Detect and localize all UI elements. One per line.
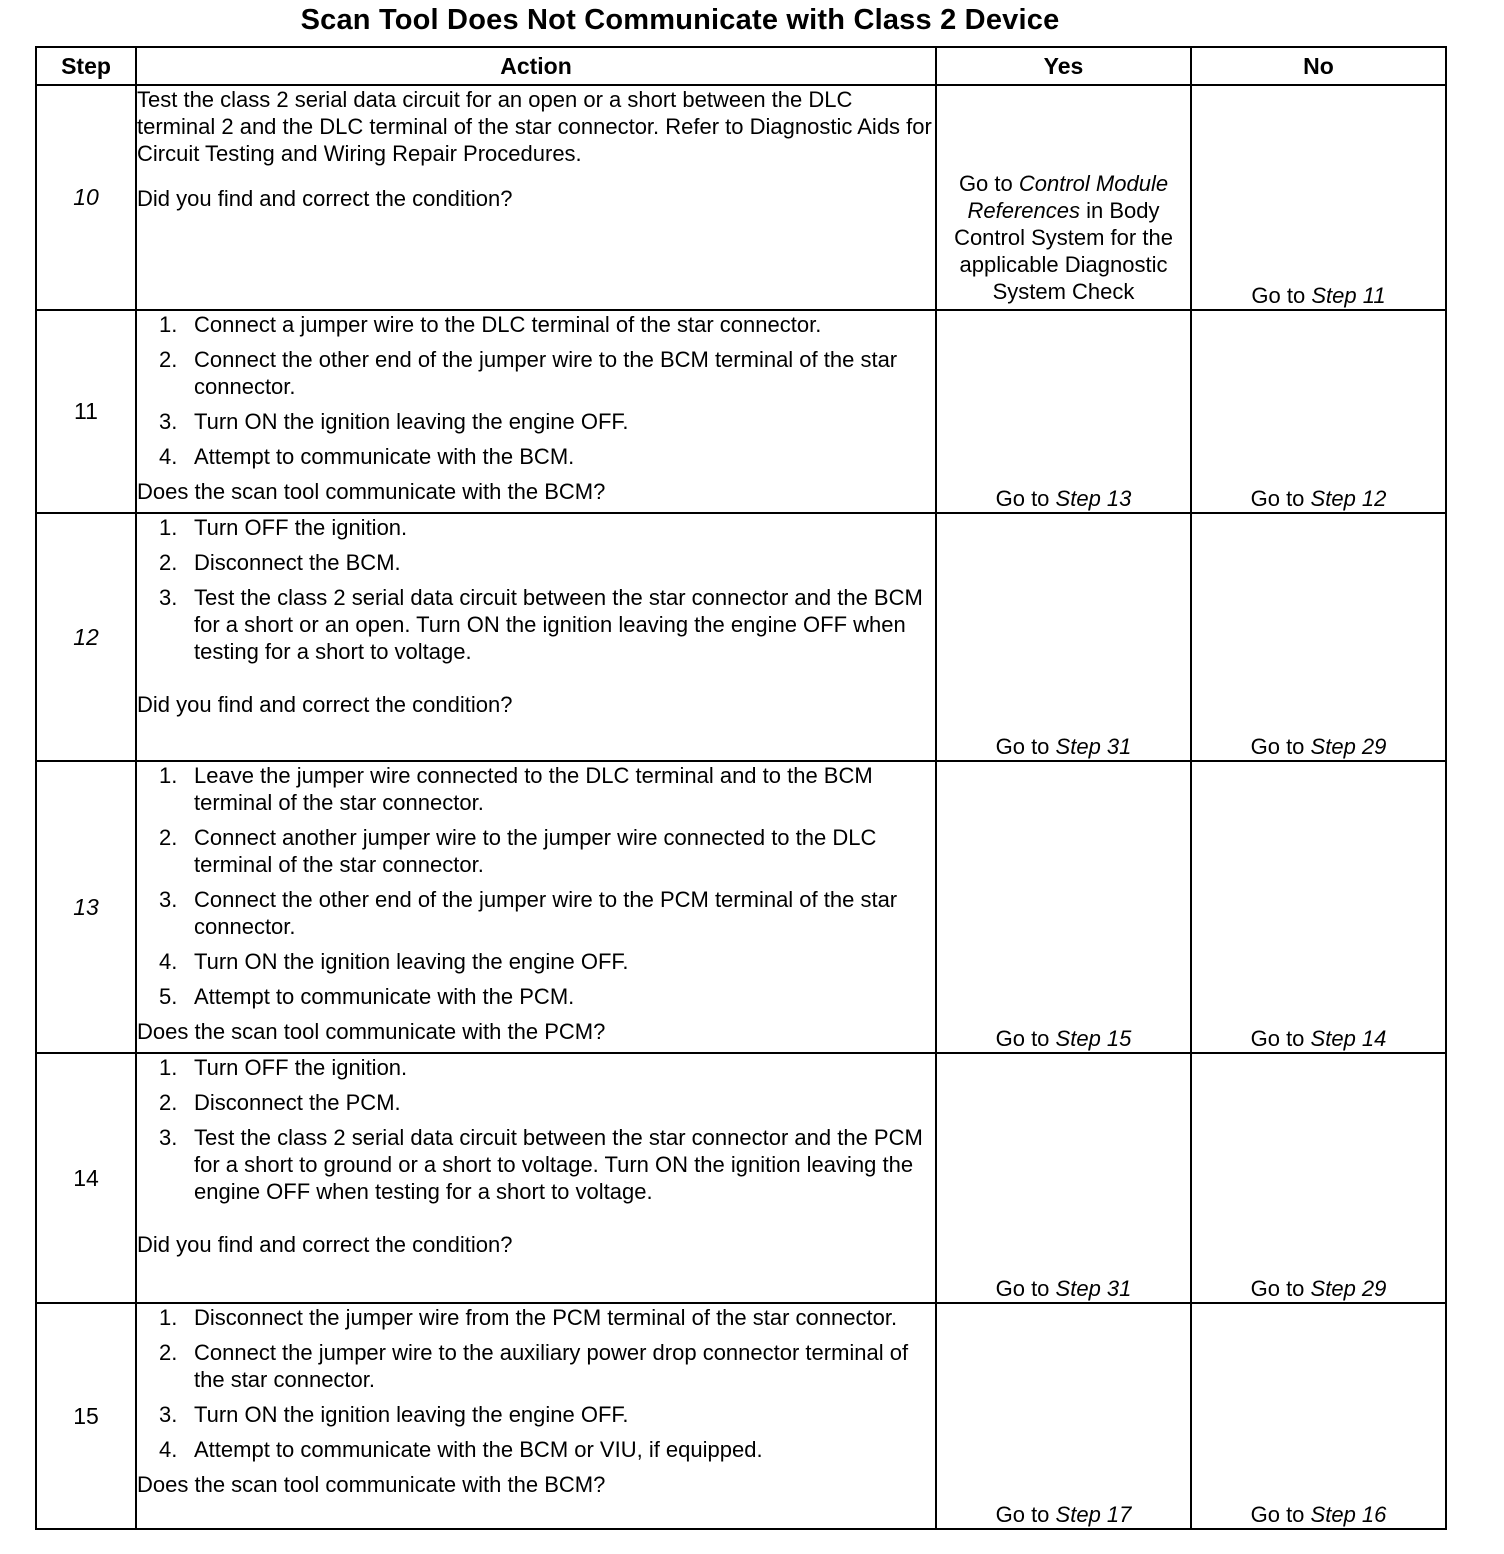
step-number: 11	[36, 310, 136, 513]
no-prefix: Go to	[1250, 1026, 1305, 1051]
yes-cell	[936, 310, 1191, 513]
no-reference[interactable]: Step 12	[1310, 486, 1387, 511]
no-reference[interactable]: Step 16	[1310, 1502, 1387, 1527]
yes-suffix: in Body Control System for the applicable Diagnostic System Check	[954, 198, 1173, 304]
diagnostic-table	[35, 46, 1447, 1530]
yes-prefix: Go to	[995, 1276, 1050, 1301]
list-item: 5. Attempt to communicate with the PCM.	[159, 984, 575, 1009]
list-item: 2. Connect another jumper wire to the jumper wire connected to the DLC terminal of the star connector.	[159, 825, 877, 877]
table-row	[36, 310, 1446, 513]
action-question: Does the scan tool communicate with the BCM?	[137, 1472, 606, 1497]
no-reference[interactable]: Step 29	[1310, 1276, 1387, 1301]
action-cell	[136, 1303, 936, 1529]
no-cell	[1191, 85, 1446, 310]
action-steps	[137, 311, 935, 470]
no-prefix: Go to	[1250, 486, 1305, 511]
list-item: 3. Test the class 2 serial data circuit between the star connector and the BCM for a short or an open. Turn ON the ignition leaving the engine OFF when testing for a short to voltage.	[159, 585, 923, 664]
action-steps	[137, 762, 935, 1010]
yes-cell	[936, 1053, 1191, 1303]
list-item: 4. Turn ON the ignition leaving the engine OFF.	[159, 949, 629, 974]
yes-reference[interactable]: Step 17	[1055, 1502, 1132, 1527]
header-no: No	[1191, 47, 1446, 85]
yes-prefix: Go to	[995, 486, 1050, 511]
action-cell	[136, 513, 936, 761]
action-cell	[136, 310, 936, 513]
list-item: 3. Connect the other end of the jumper wire to the PCM terminal of the star connector.	[159, 887, 898, 939]
header-step: Step	[36, 47, 136, 85]
list-item: 3. Turn ON the ignition leaving the engine OFF.	[159, 409, 629, 434]
action-cell	[136, 761, 936, 1053]
list-item: 3. Turn ON the ignition leaving the engine OFF.	[159, 1402, 629, 1427]
header-row	[36, 47, 1446, 85]
no-prefix: Go to	[1251, 283, 1306, 308]
action-question: Did you find and correct the condition?	[137, 186, 513, 211]
action-steps	[137, 1304, 935, 1463]
list-item: 4. Attempt to communicate with the BCM or VIU, if equipped.	[159, 1437, 763, 1462]
no-prefix: Go to	[1250, 1502, 1305, 1527]
action-steps	[137, 1054, 935, 1205]
yes-reference[interactable]: Step 31	[1055, 1276, 1132, 1301]
list-item: 1. Turn OFF the ignition.	[159, 515, 408, 540]
step-number: 10	[36, 85, 136, 310]
no-reference[interactable]: Step 14	[1310, 1026, 1387, 1051]
header-action: Action	[136, 47, 936, 85]
table-row	[36, 513, 1446, 761]
yes-cell	[936, 761, 1191, 1053]
no-cell	[1191, 1053, 1446, 1303]
list-item: 1. Disconnect the jumper wire from the PCM terminal of the star connector.	[159, 1305, 898, 1330]
yes-reference[interactable]: Control Module References	[967, 171, 1169, 223]
list-item: 2. Disconnect the BCM.	[159, 550, 401, 575]
list-item: 1. Connect a jumper wire to the DLC terminal of the star connector.	[159, 312, 822, 337]
yes-prefix: Go to	[958, 171, 1013, 196]
no-cell	[1191, 761, 1446, 1053]
table-row	[36, 761, 1446, 1053]
step-number: 15	[36, 1303, 136, 1529]
no-prefix: Go to	[1250, 1276, 1305, 1301]
action-cell	[136, 1053, 936, 1303]
list-item: 2. Connect the jumper wire to the auxiliary power drop connector terminal of the star connector.	[159, 1340, 909, 1392]
yes-cell	[936, 85, 1191, 310]
no-reference[interactable]: Step 11	[1311, 283, 1386, 308]
step-number: 14	[36, 1053, 136, 1303]
action-steps	[137, 514, 935, 665]
yes-reference[interactable]: Step 13	[1055, 486, 1132, 511]
yes-prefix: Go to	[995, 1026, 1050, 1051]
list-item: 3. Test the class 2 serial data circuit between the star connector and the PCM for a short to ground or a short to voltage. Turn ON the ignition leaving the engine OFF when testing for a short to voltage.	[159, 1125, 923, 1204]
yes-prefix: Go to	[995, 1502, 1050, 1527]
step-number: 13	[36, 761, 136, 1053]
action-question: Did you find and correct the condition?	[137, 1232, 513, 1257]
action-question: Does the scan tool communicate with the BCM?	[137, 479, 606, 504]
yes-cell	[936, 1303, 1191, 1529]
action-question: Did you find and correct the condition?	[137, 692, 513, 717]
no-cell	[1191, 1303, 1446, 1529]
yes-cell	[936, 513, 1191, 761]
no-reference[interactable]: Step 29	[1310, 734, 1387, 759]
table-row	[36, 85, 1446, 310]
list-item: 1. Turn OFF the ignition.	[159, 1055, 408, 1080]
action-question: Does the scan tool communicate with the PCM?	[137, 1019, 606, 1044]
yes-prefix: Go to	[995, 734, 1050, 759]
yes-reference[interactable]: Step 31	[1055, 734, 1132, 759]
no-cell	[1191, 310, 1446, 513]
no-cell	[1191, 513, 1446, 761]
list-item: 2. Connect the other end of the jumper wire to the BCM terminal of the star connector.	[159, 347, 898, 399]
action-intro: Test the class 2 serial data circuit for an open or a short between the DLC terminal 2 and the DLC terminal of the star connector. Refer to Diagnostic Aids for Circuit Testing and Wiring Repair Procedures.	[137, 87, 932, 166]
header-yes: Yes	[936, 47, 1191, 85]
list-item: 4. Attempt to communicate with the BCM.	[159, 444, 575, 469]
page-title: Scan Tool Does Not Communicate with Class 2 Device	[300, 4, 1060, 36]
list-item: 1. Leave the jumper wire connected to the DLC terminal and to the BCM terminal of the star connector.	[159, 763, 873, 815]
table-row	[36, 1303, 1446, 1529]
list-item: 2. Disconnect the PCM.	[159, 1090, 401, 1115]
action-cell	[136, 85, 936, 310]
step-number: 12	[36, 513, 136, 761]
no-prefix: Go to	[1250, 734, 1305, 759]
table-row	[36, 1053, 1446, 1303]
yes-reference[interactable]: Step 15	[1055, 1026, 1132, 1051]
